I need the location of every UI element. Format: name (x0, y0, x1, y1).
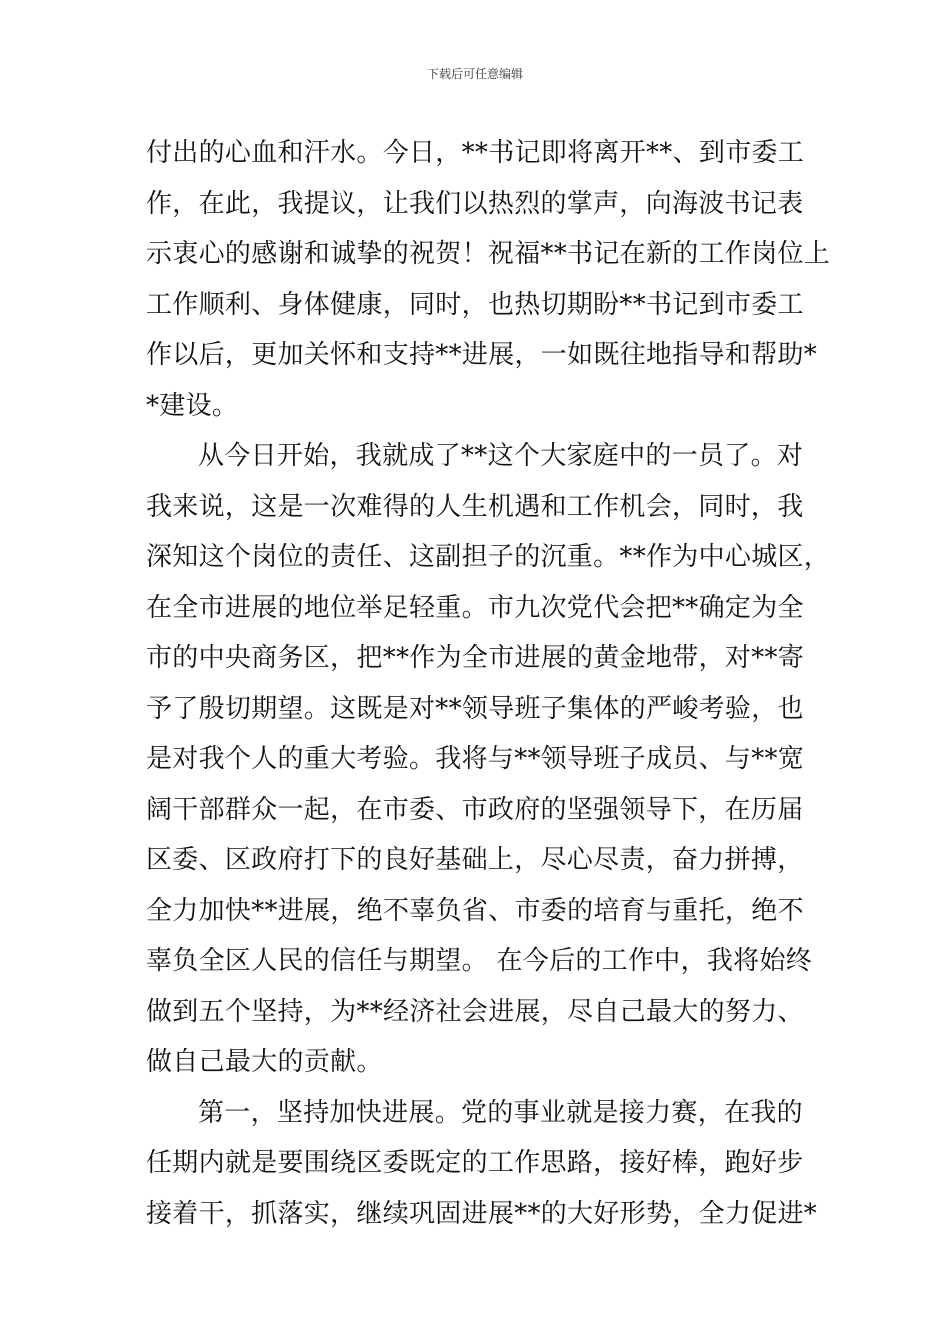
text-line: 市的中央商务区，把**作为全市进展的黄金地带，对**寄 (146, 643, 805, 673)
text-line: 阔干部群众一起，在市委、市政府的坚强领导下，在历届 (146, 794, 804, 825)
text-line: 作，在此，我提议，让我们以热烈的掌声，向海波书记表 (146, 188, 804, 219)
text-line: 在全市进展的地位举足轻重。市九次党代会把**确定为全 (146, 592, 804, 623)
paragraph-start-line: 第一，坚持加快进展。党的事业就是接力赛，在我的 (198, 1097, 803, 1128)
text-line: 示衷心的感谢和诚挚的祝贺！祝福**书记在新的工作岗位上 (146, 239, 831, 269)
text-line: 做到五个坚持，为**经济社会进展，尽自己最大的努力、 (146, 996, 804, 1027)
text-line: 予了殷切期望。这既是对**领导班子集体的严峻考验，也 (146, 693, 804, 724)
text-line: 接着干，抓落实，继续巩固进展**的大好形势，全力促进* (146, 1198, 818, 1229)
text-line: *建设。 (146, 390, 239, 421)
text-line: 付出的心血和汗水。今日，**书记即将离开**、到市委工 (146, 138, 805, 168)
text-line: 全力加快**进展，绝不辜负省、市委的培育与重托，绝不 (146, 895, 804, 926)
text-line: 深知这个岗位的责任、这副担子的沉重。**作为中心城区， (146, 542, 831, 572)
document-body (146, 128, 831, 1239)
text-line: 任期内就是要围绕区委既定的工作思路，接好棒，跑好步 (146, 1148, 804, 1178)
paragraph-start-line: 从今日开始，我就成了**这个大家庭中的一员了。对 (198, 441, 804, 471)
page-header: 下载后可任意编辑 (426, 67, 523, 81)
text-line: 做自己最大的贡献。 (146, 1047, 383, 1077)
text-line: 是对我个人的重大考验。我将与**领导班子成员、与**宽 (146, 744, 805, 774)
text-line: 作以后，更加关怀和支持**进展，一如既往地指导和帮助* (146, 340, 818, 370)
text-line: 我来说，这是一次难得的人生机遇和工作机会，同时，我 (146, 491, 804, 522)
text-line: 辜负全区人民的信任与期望。 在今后的工作中，我将始终 (146, 946, 813, 976)
text-line: 工作顺利、身体健康，同时，也热切期盼**书记到市委工 (146, 289, 804, 320)
text-line: 区委、区政府打下的良好基础上，尽心尽责，奋力拼搏， (146, 845, 804, 875)
